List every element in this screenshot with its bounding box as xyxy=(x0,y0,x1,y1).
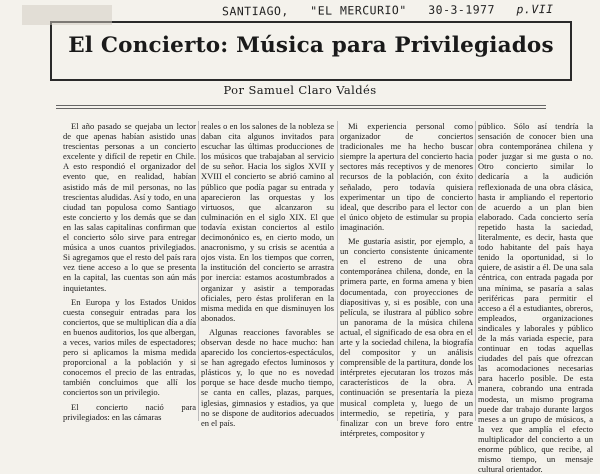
column-divider xyxy=(198,121,199,421)
title-frame xyxy=(50,21,572,81)
annotation-page: p.VII xyxy=(516,1,554,17)
annotation-newspaper: "EL MERCURIO" xyxy=(310,3,407,18)
paragraph: El concierto nació para privilegiados: en las cámaras xyxy=(63,401,196,422)
column-divider xyxy=(337,121,338,421)
article-column-3 xyxy=(340,121,473,438)
article-column-2 xyxy=(201,121,334,428)
annotation-city: SANTIAGO, xyxy=(221,3,289,19)
paragraph: Mi experiencia personal como organizador de conciertos tradicionales me ha hecho buscar siempre la apertura del concierto hacia sectores más receptivos y de menores recursos de la población, con éxito señalado, pero todavía quisiera experimentar un tipo de concierto ideal, que describo para el lector con el único objeto de estimular su propia imaginación. xyxy=(340,121,473,232)
article-column-4 xyxy=(478,121,593,474)
article-byline: Por Samuel Claro Valdés xyxy=(223,83,377,97)
handwritten-annotation xyxy=(222,2,597,21)
article-title: El Concierto: Música para Privilegiados xyxy=(68,33,554,58)
article-column-1 xyxy=(63,121,196,424)
paragraph: Algunas reacciones favorables se observan desde no hace mucho: han aparecido los conciertos-espectáculos, se han agregado efectos luminosos y plásticos y, lo que no es novedad porque se hace desde mucho tiempo, se canta en calles, plazas, parques, iglesias, gimnasios y estadios, ya que no se dispone de auditorios adecuados en el país. xyxy=(201,326,334,428)
paragraph: En Europa y los Estados Unidos cuesta conseguir entradas para los conciertos, que se multiplican día a día en buenos auditorios, los que albergan, a veces, varios miles de espectadores; pero si aplicamos la misma medida proporcional a la población y si conocemos el precio de las entradas, también concluimos que allí los conciertos son un privilegio. xyxy=(63,296,196,398)
paragraph: Me gustaría asistir, por ejemplo, a un concierto consistente únicamente en el estreno de una obra contemporánea chilena, donde, en la primera parte, en forma amena y bien documentada, con proyecciones de diapositivas y, si es posible, con una película, se ilustrara al público sobre un panorama de la música chilena actual, el significado de esa obra en el arte y la sociedad chilena, la biografía del compositor y un análisis comprensible de la partitura, donde los intérpretes ejecutaran los trozos más característicos de la obra. A continuación se presentaría la pieza musical completa y, luego de un intermedio, se repetiría, y para finalizar con un breve foro entre intérpretes, compositor y xyxy=(340,236,473,438)
paragraph: público. Sólo así tendría la sensación de conocer bien una obra contemporánea chilena y poder juzgar si me gusta o no. Otro concierto similar lo dedicaría a la audición reflexionada de una obra clásica, hasta ir ampliando el repertorio de acuerdo a un plan bien elaborado. Cada concierto sería repetido hasta la saciedad, literalmente, es decir, hasta que todo habitante del país haya tenido la oportunidad, si lo quiere, de asistir a él. De una sala céntrica, con entrada pagada por una mínima, se pasaría a salas periféricas para permitir el acceso a él a estudiantes, obreros, empleados, organizaciones sindicales y laborales y público de la más variada especie, para continuar en todas aquellas ciudades del país que ofrezcan las acomodaciones necesarias para hacerlo posible. De esta manera, cobrando una entrada modesta, un mismo programa puede dar trabajo durante largos meses a un grupo de músicos, a la vez que amplía el efecto multiplicador del concierto a un enorme público, que recibe, al mismo tiempo, un mensaje cultural orientador. xyxy=(478,121,593,474)
divider-bottom xyxy=(56,108,546,109)
annotation-date: 30-3-1977 xyxy=(428,2,496,17)
divider-top xyxy=(56,105,546,106)
paper-stain xyxy=(22,5,112,25)
paragraph: El año pasado se quejaba un lector de que apenas habían asistido unas trescientas personas a un concierto excelente y difícil de repetir en Chile. A esto respondió el organizador del evento que, en realidad, habían asistido más de mil personas, no las trescientas aludidas. Así y todo, en una ciudad tan populosa como Santiago este concierto y los demás que se dan en las salas capitalinas confirman que el concierto sólo sirve para entregar música a unos cuantos privilegiados. Si agregamos que el resto del país rara vez tiene acceso a lo que se presenta en la capital, las cuentas son aún más inquietantes. xyxy=(63,121,196,293)
paragraph: reales o en los salones de la nobleza se daban cita algunos invitados para escuchar las últimas producciones de los músicos que trabajaban al servicio de su señor. Hacia los siglos XVII y XVIII el concierto se abrió camino al público que podía pagar su entrada y aparecieron las orquestas y los virtuosos, que alcanzaron su culminación en el siglo XIX. El que todavía existan conciertos al estilo decimonónico es, en cierto modo, un anacronismo, y su crisis se acentúa a ojos vista. En los tiempos que corren, la institución del concierto se arrastra por inercia: estamos acostumbrados a organizar y asistir a temporadas oficiales, pero éstas proliferan en la misma medida en que disminuyen los abonados. xyxy=(201,121,334,323)
column-divider xyxy=(475,121,476,421)
